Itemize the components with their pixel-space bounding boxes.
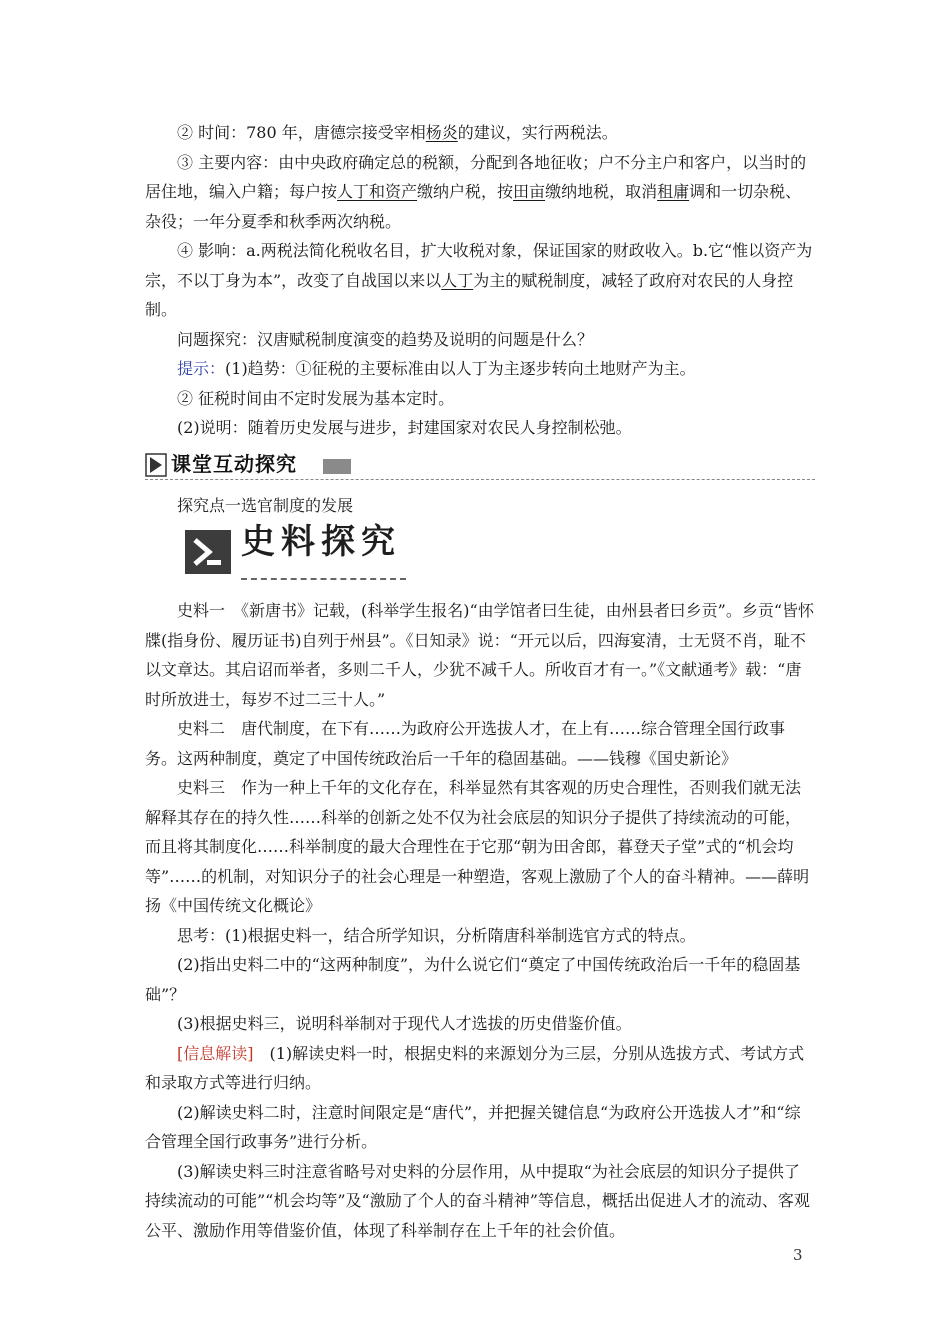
hint-label: 提示： xyxy=(177,359,226,378)
think-question-3: (3)根据史料三，说明科举制对于现代人才选拔的历史借鉴价值。 xyxy=(177,1014,632,1033)
material-3: 史料三 作为一种上千年的文化存在，科举显然有其客观的历史合理性，否则我们就无法解释其存在的持久性……科举的创新之处不仅为社会底层的知识分子提供了持续流动的可能，而且将其制度化……科举制度的最大合理性在于它那“朝为田舍郎，暮登天子堂”式的“机会均等”……的机制，对知识分子的社会心理是一种塑造，客观上激励了个人的奋斗精神。——薛明扬《中国传统文化概论》 xyxy=(145,778,810,915)
section-heading: 课堂互动探究 xyxy=(171,451,297,476)
underlined-yangyan: 杨炎 xyxy=(425,123,458,142)
heading-dashed-line xyxy=(145,479,815,480)
paragraph-content: ③ 主要内容：由中央政府确定总的税额，分配到各地征收；户不分主户和客户，以当时的居住地，编入户籍；每户按人丁和资产缴纳户税，按田亩缴纳地税，取消租庸调和一切杂税、杂役；一年分夏季和秋季两次纳税。 xyxy=(145,152,807,231)
info-interpretation-1: [信息解读] (1)解读史料一时，根据史料的来源划分为三层，分别从选拔方式、考试方式和录取方式等进行归纳。 xyxy=(145,1043,805,1092)
hint-line-3: (2)说明：随着历史发展与进步，封建国家对农民人身控制松弛。 xyxy=(177,418,632,437)
hint-line-2: ② 征税时间由不定时发展为基本定时。 xyxy=(177,388,455,408)
paragraph-impact: ④ 影响：a.两税法简化税收名目，扩大收税对象，保证国家的财政收入。b.它“惟以资产为宗，不以丁身为本”，改变了自战国以来以人丁为主的赋税制度，减轻了政府对农民的人身控制。 xyxy=(145,241,813,319)
question-text: 问题探究：汉唐赋税制度演变的趋势及说明的问题是什么？ xyxy=(177,329,594,349)
info-interpretation-2: (2)解读史料二时，注意时间限定是“唐代”，并把握关键信息“为政府公开选拔人才”和“综合管理全国行政事务”进行分析。 xyxy=(145,1102,801,1151)
page-number: 3 xyxy=(793,1246,803,1264)
topic-title: 探究点一选官制度的发展 xyxy=(177,495,354,515)
think-question-1: 思考：(1)根据史料一，结合所学知识，分析隋唐科举制选官方式的特点。 xyxy=(177,925,696,945)
section-heading-bar xyxy=(145,449,815,485)
banner-dashed-line xyxy=(241,578,406,580)
underlined-rending-2: 人丁 xyxy=(441,270,474,290)
play-arrow-icon xyxy=(145,453,167,477)
info-interpretation-3: (3)解读史料三时注意省略号对史料的分层作用，从中提取“为社会底层的知识分子提供了持续流动的可能”“机会均等”及“激励了个人的奋斗精神”等信息，概括出促进人才的流动、客观公平、激励作用等借鉴价值，体现了科举制存在上千年的社会价值。 xyxy=(145,1161,810,1240)
shiliao-banner xyxy=(185,522,410,588)
banner-title: 史料探究 xyxy=(241,522,401,562)
think-question-2: (2)指出史料二中的“这两种制度”，为什么说它们“奠定了中国传统政治后一千年的稳固基础”？ xyxy=(145,955,801,1004)
chevron-right-icon xyxy=(185,530,231,574)
heading-decor-block xyxy=(323,459,351,474)
material-1: 史料一 《新唐书》记载，(科举学生报名)“由学馆者曰生徒，由州县者曰乡贡”。乡贡“皆怀牒(指身份、履历证书)自列于州县”。《日知录》说：“开元以后，四海宴清，士无贤不肖，耻不以文章达。其启诏而举者，多则二千人，少犹不减千人。所收百才有一。”《文献通考》载：“唐时所放进士，每岁不过二三十人。” xyxy=(145,601,815,709)
paragraph-time: ② 时间：780 年，唐德宗接受宰相杨炎的建议，实行两税法。 xyxy=(177,123,618,142)
hint-line-1: 提示：(1)趋势：①征税的主要标准由以人丁为主逐步转向土地财产为主。 xyxy=(177,359,696,378)
underlined-tianmu: 田亩 xyxy=(513,182,546,201)
underlined-rending: 人丁和资产 xyxy=(337,182,418,201)
page-content xyxy=(145,118,815,1245)
info-label: [信息解读] xyxy=(177,1043,254,1063)
underlined-zuyong: 租庸 xyxy=(657,182,690,201)
material-2: 史料二 唐代制度，在下有……为政府公开选拔人才，在上有……综合管理全国行政事务。这两种制度，奠定了中国传统政治后一千年的稳固基础。——钱穆《国史新论》 xyxy=(145,719,786,768)
